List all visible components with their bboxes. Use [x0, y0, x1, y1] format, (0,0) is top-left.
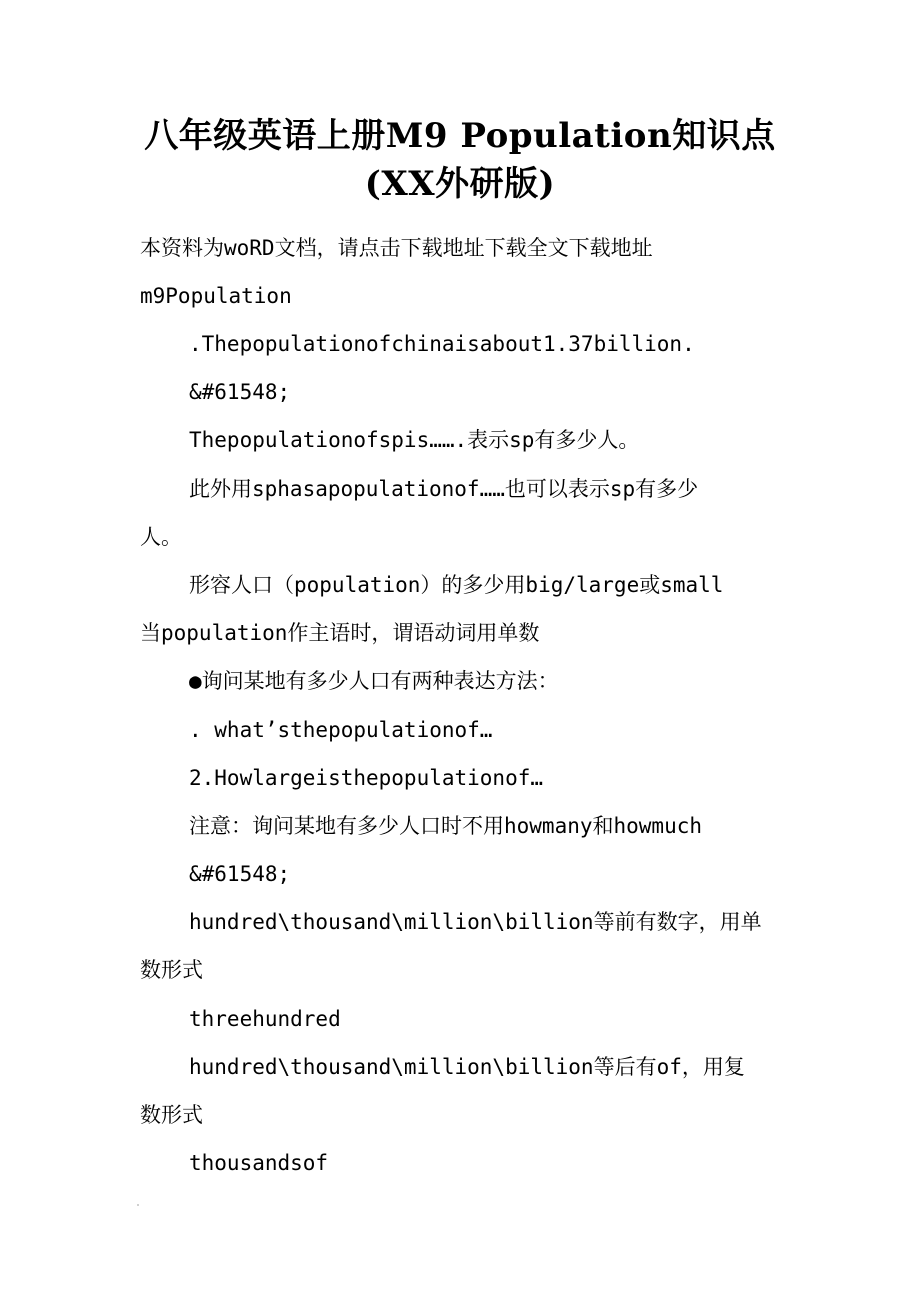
document-title-line-2: (XX外研版): [364, 164, 556, 204]
document-title-line-1: 八年级英语上册M9 Population知识点: [144, 116, 776, 156]
paragraph-line: m9Population: [140, 284, 292, 308]
paragraph-line: threehundred: [189, 1007, 341, 1031]
paragraph-line: &#61548;: [189, 380, 291, 404]
paragraph-line: 人。: [140, 525, 182, 549]
paragraph-line: 数形式: [140, 1103, 203, 1127]
paragraph-line: 当population作主语时，谓语动词用单数: [140, 621, 540, 645]
paragraph-line: thousandsof: [189, 1151, 329, 1175]
paragraph-line: . what’sthepopulationof…: [189, 718, 493, 742]
paragraph-line: 注意：询问某地有多少人口时不用howmany和howmuch: [189, 814, 703, 838]
paragraph-line: hundred\thousand\million\billion等后有of，用复: [189, 1055, 745, 1079]
paragraph-line: 2.Howlargeisthepopulationof…: [189, 766, 544, 790]
paragraph-line: 数形式: [140, 958, 203, 982]
paragraph-line: 形容人口（population）的多少用big/large或small: [189, 573, 724, 597]
scan-dot: [137, 1204, 139, 1206]
paragraph-line: .Thepopulationofchinaisabout1.37billion.: [189, 332, 695, 356]
paragraph-line: hundred\thousand\million\billion等前有数字，用单: [189, 910, 762, 934]
paragraph-line: ●询问某地有多少人口有两种表达方法：: [189, 669, 559, 693]
paragraph-line: Thepopulationofspis…….表示sp有多少人。: [189, 428, 640, 452]
paragraph-line: 此外用sphasapopulationof……也可以表示sp有多少: [189, 477, 699, 501]
paragraph-line: 本资料为woRD文档，请点击下载地址下载全文下载地址: [140, 236, 653, 260]
paragraph-line: &#61548;: [189, 862, 291, 886]
